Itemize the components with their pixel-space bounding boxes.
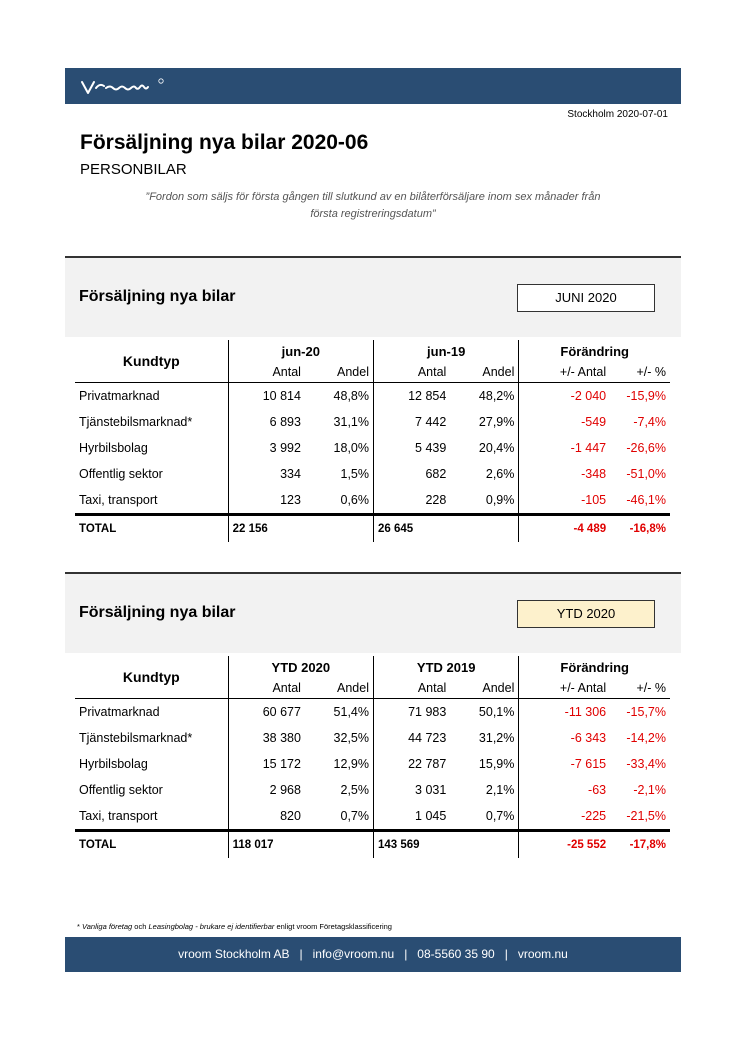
section-title-month: Försäljning nya bilar	[79, 288, 236, 305]
subheader-andel: Andel	[450, 362, 519, 383]
cell-antal-previous: 22 787	[374, 751, 451, 777]
total-antal-previous: 26 645	[374, 515, 519, 543]
group-header-previous: jun-19	[374, 340, 519, 362]
cell-pct: -14,2%	[626, 731, 666, 745]
cell-pct: -15,7%	[626, 705, 666, 719]
total-pct: -17,8%	[629, 839, 666, 851]
subheader-andel: Andel	[305, 362, 374, 383]
vroom-logo	[79, 76, 179, 98]
cell-antal-previous: 7 442	[374, 409, 451, 435]
group-header-change: Förändring	[519, 340, 670, 362]
cell-andel-current: 32,5%	[333, 731, 369, 745]
cell-andel-current: 31,1%	[333, 415, 369, 429]
section-title-ytd: Försäljning nya bilar	[79, 604, 236, 621]
total-label: TOTAL	[79, 839, 117, 851]
footnote	[77, 922, 392, 931]
row-label: Offentlig sektor	[79, 783, 163, 797]
cell-diff: -549	[519, 409, 610, 435]
cell-antal-previous: 3 031	[374, 777, 451, 803]
footnote-italic-1: Vanliga företag	[82, 922, 133, 931]
cell-andel-previous: 2,6%	[485, 467, 515, 481]
cell-andel-previous: 0,9%	[450, 487, 519, 515]
cell-pct: -15,9%	[626, 389, 666, 403]
subheader-diff: +/- Antal	[519, 678, 610, 699]
group-header-current: jun-20	[228, 340, 373, 362]
row-label: Hyrbilsbolag	[79, 441, 148, 455]
kundtyp-header: Kundtyp	[75, 656, 228, 699]
cell-diff: -2 040	[519, 383, 610, 410]
footnote-mid: och	[134, 922, 147, 931]
kundtyp-header: Kundtyp	[75, 340, 228, 383]
header-bar	[65, 68, 681, 104]
cell-andel-current: 1,5%	[340, 467, 369, 481]
subheader-antal: Antal	[228, 362, 305, 383]
total-antal-current: 118 017	[228, 831, 373, 859]
cell-andel-previous: 20,4%	[478, 441, 515, 455]
total-label: TOTAL	[79, 523, 117, 535]
cell-antal-current: 334	[228, 461, 305, 487]
footnote-tail: enligt vroom Företagsklassificering	[276, 922, 392, 931]
cell-andel-previous: 15,9%	[478, 757, 515, 771]
row-label: Privatmarknad	[79, 705, 160, 719]
group-header-change: Förändring	[519, 656, 670, 678]
cell-diff: -7 615	[519, 751, 610, 777]
cell-diff: -105	[519, 487, 610, 515]
table-row	[75, 461, 670, 487]
cell-andel-current: 18,0%	[333, 441, 369, 455]
group-header-current: YTD 2020	[228, 656, 373, 678]
cell-andel-current: 12,9%	[333, 757, 369, 771]
period-box-ytd: YTD 2020	[517, 600, 655, 628]
cell-antal-current: 820	[228, 803, 305, 831]
quote-line-1: ”Fordon som säljs för första gången till slutkund av en bilåterförsäljare inom sex månader från	[145, 191, 601, 203]
cell-antal-current: 123	[228, 487, 305, 515]
subheader-antal: Antal	[228, 678, 305, 699]
cell-andel-current: 0,6%	[305, 487, 374, 515]
cell-antal-current: 6 893	[228, 409, 305, 435]
cell-andel-previous: 50,1%	[478, 705, 515, 719]
cell-diff: -1 447	[519, 435, 610, 461]
group-header-previous: YTD 2019	[374, 656, 519, 678]
cell-andel-current: 0,7%	[305, 803, 374, 831]
table-row	[75, 487, 670, 515]
subheader-antal: Antal	[374, 678, 451, 699]
cell-andel-previous: 27,9%	[478, 415, 515, 429]
cell-andel-current: 51,4%	[333, 705, 369, 719]
row-label: Tjänstebilsmarknad*	[79, 415, 193, 429]
period-box-month: JUNI 2020	[517, 284, 655, 312]
row-label: Taxi, transport	[75, 487, 228, 515]
cell-antal-current: 3 992	[228, 435, 305, 461]
total-antal-current: 22 156	[228, 515, 373, 543]
row-label: Privatmarknad	[79, 389, 160, 403]
page-subtitle: PERSONBILAR	[80, 161, 187, 178]
report-date: Stockholm 2020-07-01	[567, 109, 668, 120]
cell-andel-current: 2,5%	[340, 783, 369, 797]
definition-quote	[80, 189, 666, 223]
cell-antal-previous: 44 723	[374, 725, 451, 751]
row-label: Hyrbilsbolag	[79, 757, 148, 771]
table-row	[75, 803, 670, 831]
footer-contact: vroom Stockholm AB | info@vroom.nu | 08-5560 35 90 | vroom.nu	[178, 947, 568, 961]
cell-antal-previous: 71 983	[374, 699, 451, 726]
subheader-andel: Andel	[305, 678, 374, 699]
cell-diff: -225	[519, 803, 610, 831]
table-row	[75, 383, 670, 410]
total-antal-previous: 143 569	[374, 831, 519, 859]
subheader-diff: +/- Antal	[519, 362, 610, 383]
cell-pct: -26,6%	[626, 441, 666, 455]
cell-andel-previous: 48,2%	[478, 389, 515, 403]
cell-diff: -6 343	[519, 725, 610, 751]
footnote-italic-2: Leasingbolag - brukare ej identifierbar	[148, 922, 275, 931]
footnote-star: *	[77, 922, 80, 931]
page-title: Försäljning nya bilar 2020-06	[80, 131, 369, 154]
cell-pct: -46,1%	[610, 487, 670, 515]
subheader-pct: +/- %	[610, 362, 670, 383]
cell-andel-previous: 2,1%	[485, 783, 515, 797]
total-row	[75, 831, 670, 859]
cell-pct: -33,4%	[626, 757, 666, 771]
cell-pct: -7,4%	[633, 415, 666, 429]
total-diff: -4 489	[519, 515, 610, 543]
cell-pct: -21,5%	[610, 803, 670, 831]
row-label: Offentlig sektor	[79, 467, 163, 481]
table-row	[75, 699, 670, 726]
table-row	[75, 751, 670, 777]
row-label: Tjänstebilsmarknad*	[79, 731, 193, 745]
cell-pct: -51,0%	[626, 467, 666, 481]
cell-andel-previous: 0,7%	[450, 803, 519, 831]
cell-antal-current: 38 380	[228, 725, 305, 751]
subheader-andel: Andel	[450, 678, 519, 699]
sales-table-ytd	[75, 656, 670, 858]
table-row	[75, 435, 670, 461]
subheader-antal: Antal	[374, 362, 451, 383]
cell-antal-current: 2 968	[228, 777, 305, 803]
cell-antal-previous: 5 439	[374, 435, 451, 461]
cell-andel-current: 48,8%	[333, 389, 369, 403]
cell-antal-previous: 682	[374, 461, 451, 487]
subheader-pct: +/- %	[610, 678, 670, 699]
cell-antal-current: 60 677	[228, 699, 305, 726]
footer-bar	[65, 937, 681, 972]
table-row	[75, 777, 670, 803]
quote-line-2: första registreringsdatum”	[310, 208, 436, 220]
cell-antal-previous: 228	[374, 487, 451, 515]
cell-antal-previous: 1 045	[374, 803, 451, 831]
row-label: Taxi, transport	[75, 803, 228, 831]
cell-pct: -2,1%	[633, 783, 666, 797]
cell-antal-current: 10 814	[228, 383, 305, 410]
table-row	[75, 725, 670, 751]
cell-diff: -348	[519, 461, 610, 487]
total-diff: -25 552	[519, 831, 610, 859]
cell-diff: -63	[519, 777, 610, 803]
sales-table-month	[75, 340, 670, 542]
total-row	[75, 515, 670, 543]
cell-andel-previous: 31,2%	[478, 731, 515, 745]
cell-diff: -11 306	[519, 699, 610, 726]
total-pct: -16,8%	[629, 523, 666, 535]
cell-antal-previous: 12 854	[374, 383, 451, 410]
table-row	[75, 409, 670, 435]
cell-antal-current: 15 172	[228, 751, 305, 777]
